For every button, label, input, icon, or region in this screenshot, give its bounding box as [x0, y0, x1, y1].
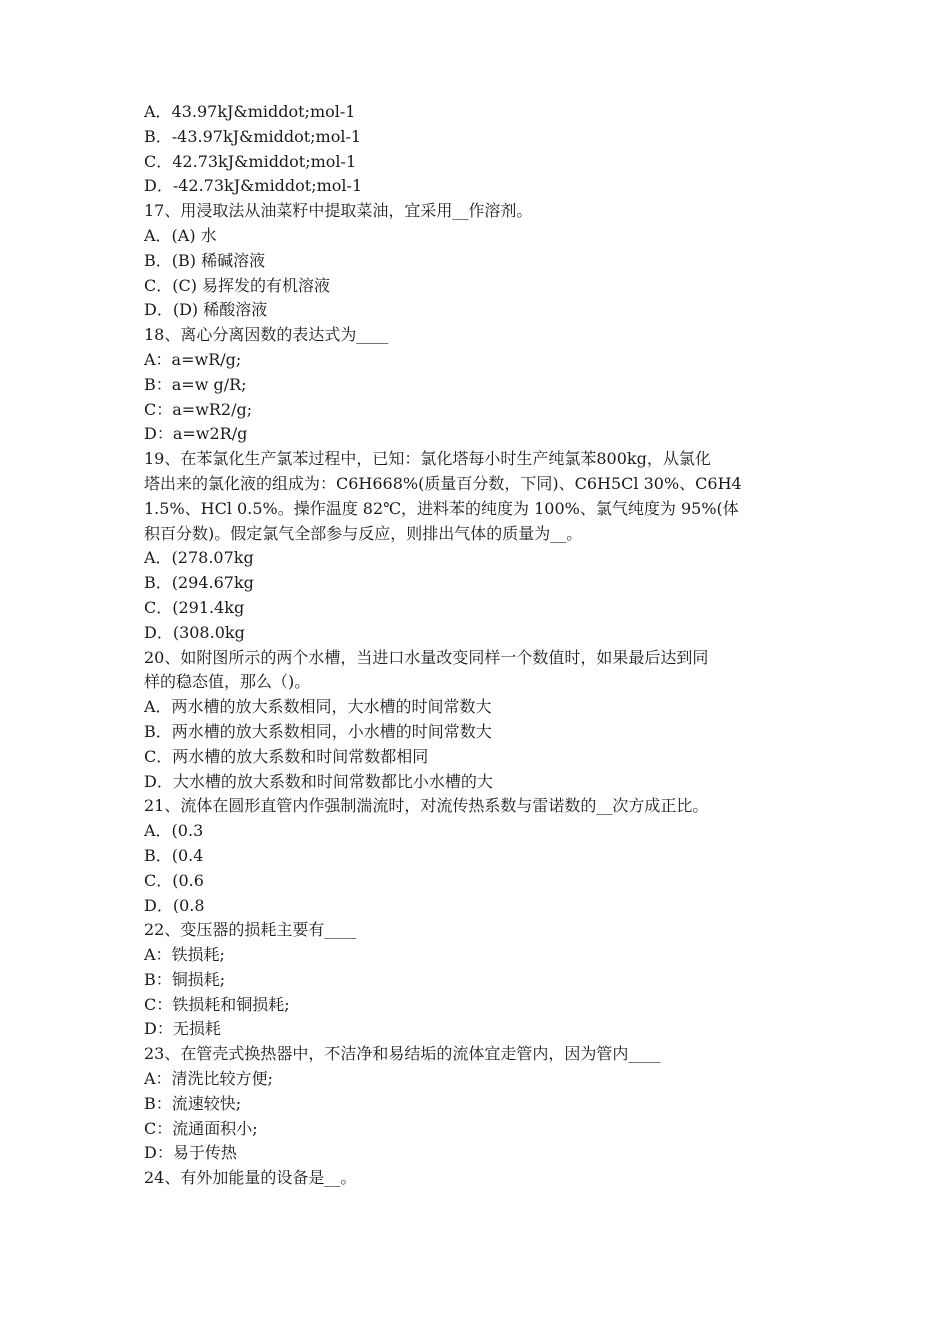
- text-line: B：a=w g/R;: [144, 374, 247, 394]
- text-line: 塔出来的氯化液的组成为：C6H668%(质量百分数，下同)、C6H5Cl 30%、C6H4: [144, 473, 742, 493]
- text-line: D．(D) 稀酸溶液: [144, 300, 268, 320]
- question-23: 23、在管壳式换热器中，不洁净和易结垢的流体宜走管内，因为管内____: [144, 1044, 661, 1064]
- text-line: A．(278.07kg: [144, 548, 254, 568]
- question-21: 21、流体在圆形直管内作强制湍流时，对流传热系数与雷诺数的__次方成正比。: [144, 796, 709, 816]
- text-line: D．-42.73kJ&middot;mol-1: [144, 176, 363, 196]
- text-line: D：无损耗: [144, 1019, 221, 1039]
- text-line: A．43.97kJ&middot;mol-1: [144, 102, 356, 121]
- text-line: D．大水槽的放大系数和时间常数都比小水槽的大: [144, 771, 493, 791]
- question-17: 17、用浸取法从油菜籽中提取菜油，宜采用__作溶剂。: [144, 201, 533, 221]
- text-line: C．(291.4kg: [144, 597, 245, 617]
- text-line: A：清洗比较方便;: [144, 1069, 273, 1089]
- question-22: 22、变压器的损耗主要有____: [144, 920, 357, 940]
- text-line: C：铁损耗和铜损耗;: [144, 994, 290, 1014]
- text-line: C：流通面积小;: [144, 1118, 258, 1138]
- text-line: C．(0.6: [144, 870, 204, 890]
- text-line: B．(294.67kg: [144, 573, 254, 593]
- text-line: D．(308.0kg: [144, 622, 245, 642]
- document-page: [144, 100, 812, 1191]
- text-line: 积百分数)。假定氯气全部参与反应，则排出气体的质量为__。: [144, 523, 583, 543]
- question-24: 24、有外加能量的设备是__。: [144, 1168, 357, 1188]
- text-line: D：易于传热: [144, 1143, 237, 1163]
- text-line: C．两水槽的放大系数和时间常数都相同: [144, 746, 429, 766]
- text-line: B：铜损耗;: [144, 969, 226, 989]
- question-18: 18、离心分离因数的表达式为____: [144, 325, 389, 345]
- text-line: C：a=wR2/g;: [144, 399, 253, 419]
- text-line: D．(0.8: [144, 895, 205, 915]
- text-line: B．(0.4: [144, 845, 204, 865]
- text-line: A：a=wR/g;: [144, 349, 242, 369]
- text-line: D：a=w2R/g: [144, 424, 248, 444]
- text-line: A．(A) 水: [144, 225, 217, 245]
- question-19: 19、在苯氯化生产氯苯过程中，已知：氯化塔每小时生产纯氯苯800kg，从氯化: [144, 449, 711, 469]
- text-line: C．(C) 易挥发的有机溶液: [144, 275, 331, 295]
- text-line: B．-43.97kJ&middot;mol-1: [144, 126, 362, 146]
- text-line: A：铁损耗;: [144, 945, 225, 965]
- question-20: 20、如附图所示的两个水槽，当进口水量改变同样一个数值时，如果最后达到同: [144, 647, 709, 667]
- text-line: C．42.73kJ&middot;mol-1: [144, 151, 357, 171]
- text-line: B：流速较快;: [144, 1093, 242, 1113]
- text-line: B．两水槽的放大系数相同，小水槽的时间常数大: [144, 721, 492, 741]
- text-line: 1.5%、HCl 0.5%。操作温度 82℃，进料苯的纯度为 100%、氯气纯度为 95%(体: [144, 498, 739, 518]
- text-line: A．(0.3: [144, 821, 204, 841]
- text-line: 样的稳态值，那么（)。: [144, 672, 311, 692]
- text-line: B．(B) 稀碱溶液: [144, 250, 266, 270]
- text-line: A．两水槽的放大系数相同，大水槽的时间常数大: [144, 697, 492, 717]
